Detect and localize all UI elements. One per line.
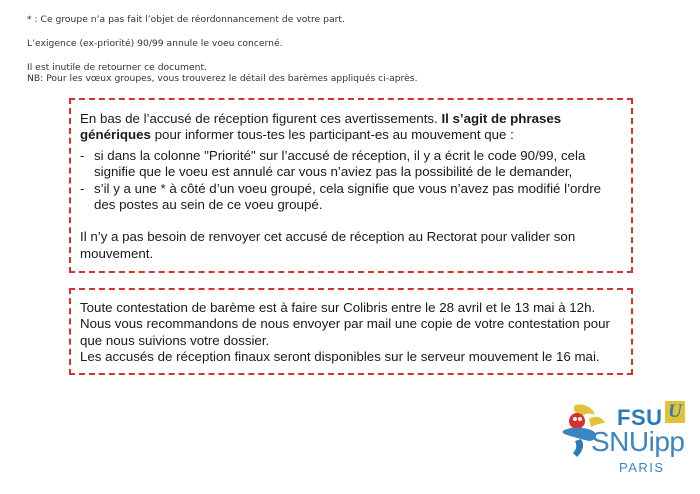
top-notes <box>27 14 667 84</box>
box2-line-colibris: Toute contestation de barème est à faire sur Colibris entre le 28 avril et le 13 mai à 12h. <box>80 300 596 315</box>
note-priority: L’exigence (ex-priorité) 90/99 annule le voeu concerné. <box>27 38 283 49</box>
list-item: - si dans la colonne "Priorité" sur l’accusé de réception, il y a écrit le code 90/99, cela signifie que le voeu est annulé car vous n’aviez pas la possibilité de le demander, <box>80 147 586 180</box>
fsu-snuipp-paris-logo <box>555 397 685 482</box>
box1-intro-bold: Il s’agit de phrases génériques <box>80 111 562 143</box>
warnings-explanation-box <box>69 98 633 273</box>
box1-intro: En bas de l’accusé de réception figurent ces avertissements. Il s’agit de phrases génériques pour informer tous-tes les participant-es au mouvement que : <box>80 111 562 143</box>
dash-bullet: - <box>80 180 85 196</box>
note-nb: NB: Pour les vœux groupes, vous trouverez le détail des barèmes appliqués ci-après. <box>27 73 418 84</box>
dash-bullet: - <box>80 147 85 163</box>
logo-snuipp-text: SNUipp <box>591 426 685 457</box>
contestation-info-box <box>69 288 633 375</box>
list-item: - s’il y a une * à côté d’un voeu groupé, cela signifie que vous n’avez pas modifié l’ordre des postes au sein de ce voeu groupé. <box>80 180 602 213</box>
box2-line-final-receipts: Les accusés de réception finaux seront disponibles sur le serveur mouvement le 16 mai. <box>80 349 600 365</box>
box1-bullet-list <box>80 148 622 214</box>
note-group-reorder: * : Ce groupe n’a pas fait l’objet de réordonnancement de votre part. <box>27 14 345 25</box>
note-no-return: Il est inutile de retourner ce document. <box>27 62 207 73</box>
logo-fsu-text: FSU <box>617 405 663 430</box>
box1-closing: Il n’y a pas besoin de renvoyer cet accusé de réception au Rectorat pour valider son mouvement. <box>80 229 576 261</box>
logo-u-letter: U <box>665 401 685 423</box>
logo-paris-text: PARIS <box>619 460 665 475</box>
box2-line-recommendation: Nous vous recommandons de nous envoyer par mail une copie de votre contestation pour que nous suivions votre dossier. <box>80 316 610 348</box>
